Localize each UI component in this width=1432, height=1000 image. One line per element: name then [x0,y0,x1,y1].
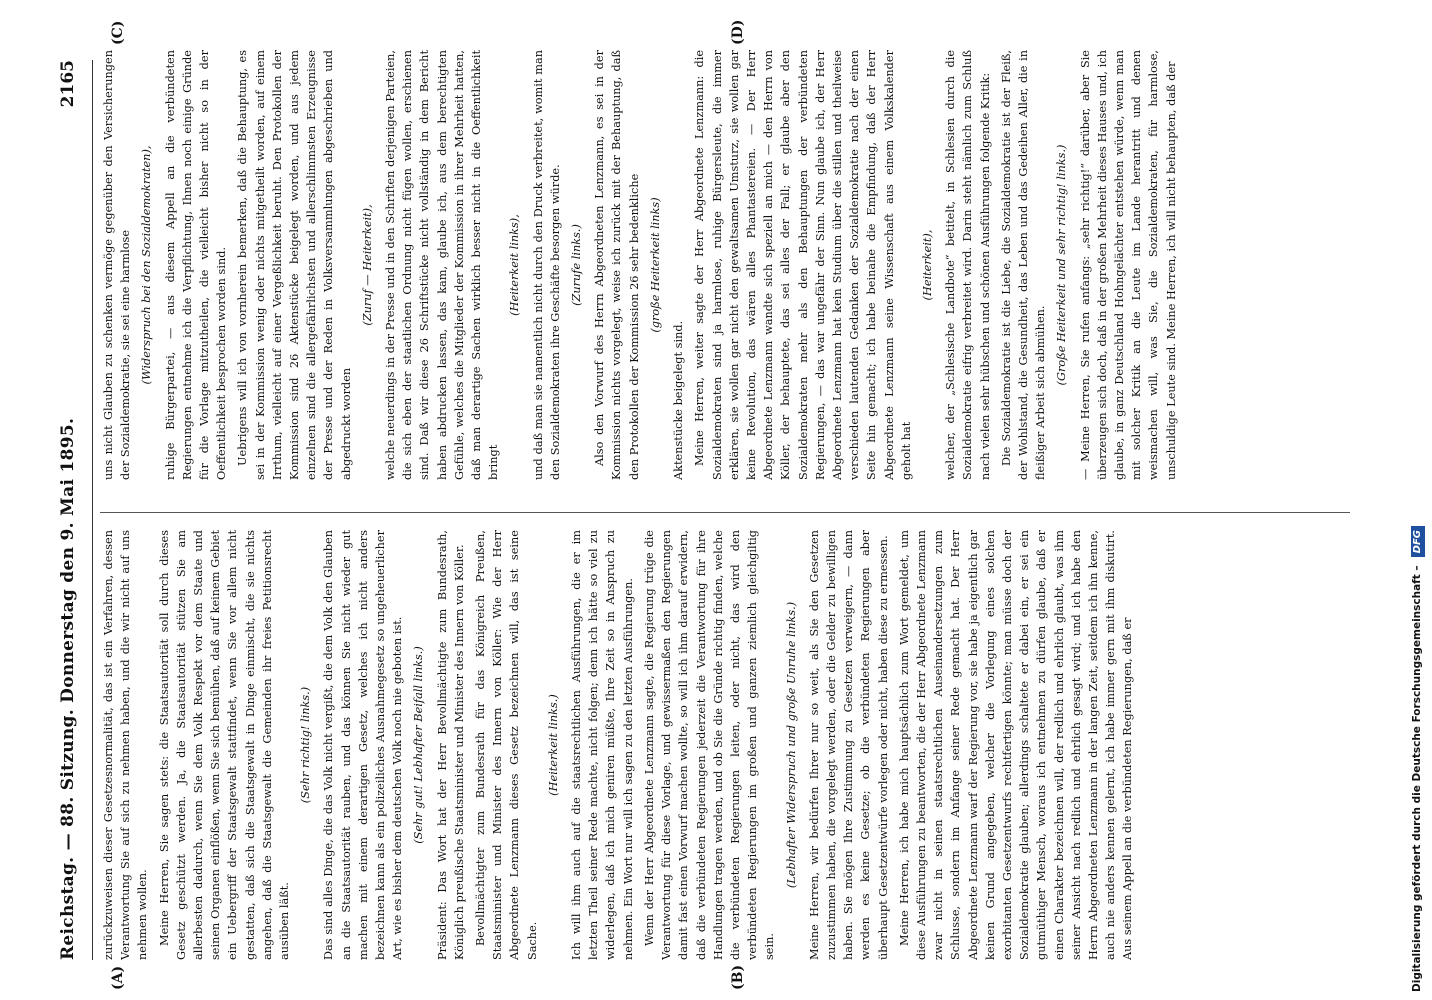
paragraph: welche neuerdings in der Presse und in den Schriften derjenigen Parteien, die sich eben der staatlichen Ordnung nicht fügen wollen, erschienen sind. Daß wir diese 26 Schriftstücke nicht vollständig in dem Bericht haben abdrucken lassen, das kam, glaube ich, aus dem berechtigten Gefühle, welches die Mitglieder der Kommission in ihrer Mehrheit hatten, daß man derartige Sachen wirklich besser nicht in die Oeffentlichkeit bringt [384,50,501,480]
paragraph: — Meine Herren, Sie rufen anfangs: „sehr richtig!“ darüber, aber Sie überzeugen sich doch, daß in der großen Mehrheit dieses Hauses und, ich glaube, in ganz Deutschland Hohngelächter entstehen würde, wenn man mit solcher Kritik an die Leute im Lande herantritt und denen weismachen will, was Sie, die Sozialdemokraten, für harmlose, unschuldige Leute sind. Meine Herren, ich will nicht behaupten, daß der [1078,50,1178,480]
interjection: (Sehr gut! Lebhafter Beifall links.) [412,646,426,844]
interjection: (Heiterkeit links.) [546,694,560,796]
interjection: (Heiterkeit), [920,229,934,301]
margin-mark-d: (D) [730,19,746,45]
paragraph: Meine Herren, wir bedürfen Ihrer nur so weit, als Sie den Gesetzen zuzustimmen haben, die vorgelegt werden, oder die Gelder zu bewilligen haben. Sie mögen Ihre Zustimmung zu Gesetzen verweigern, — dann werden es keine Gesetze; ob die verbündeten Regierungen aber überhaupt Gesetzentwürfe vorlegen oder nicht, haben diese zu ermessen. [807,530,890,960]
interjection: (Lebhafter Widerspruch und große Unruhe links.) [784,601,798,889]
digitization-note [1406,8,1428,992]
margin-mark-c: (C) [110,20,126,45]
paragraph: uns nicht Glauben zu schenken vermöge gegenüber den Versicherungen der Sozialdemokratie, sie sei eine harmlose [102,50,133,480]
page-header [58,60,90,960]
interjection: (Große Heiterkeit und sehr richtig! links.) [1055,144,1069,386]
interjection: (große Heiterkeit links) [648,197,662,333]
digitization-text: Digitalisierung gefördert durch die Deutsche Forschungsgemeinschaft – [1411,565,1423,992]
header-rule [92,60,93,960]
running-head: Reichstag. — 88. Sitzung. Donnerstag den 9. Mai 1895. [58,417,78,960]
paragraph: Ich will ihm auch auf die staatsrechtlichen Ausführungen, die er im letzten Theil seiner Rede machte, nicht folgen; denn ich hätte so viel zu widerlegen, daß ich mich geniren müßte, Ihre Zeit so in Anspruch zu nehmen. Ein Wort nur will ich sagen zu den letzten Ausführungen. [570,530,635,960]
paragraph: Meine Herren, Sie sagen stets: die Staatsautorität soll durch dieses Gesetz geschützt werden. Ja, die Staatsautorität stützen Sie am allerbesten dadurch, wenn Sie dem Volk Respekt vor dem Staate und seinen Organen einflößen, wenn Sie sich bemühen, daß auf keinem Gebiet ein Uebergriff der Staatsgewalt stattfindet, wenn Sie vor allem nicht gestatten, daß sich die Staatsgewalt in Dinge einmischt, die sie nichts angehen, daß die Staatsgewalt die Gemeinden ihr freies Petitionsrecht ausüben läßt. [157,530,292,960]
paragraph: Wenn der Herr Abgeordnete Lenzmann sagte, die Regierung trüge die Verantwortung für diese Vorlage, und gewissermaßen den Regierungen damit fast einen Vorwurf machen wollte, so will ich ihm darauf erwidern, daß die verbündeten Regierungen jederzeit die Verantwortung für ihre Handlungen tragen werden, und ob Sie die Gründe richtig finden, welche die verbündeten Regierungen leiten, oder nicht, das wird den verbündeten Regierungen im großen und ganzen ziemlich gleichgiltig sein. [642,530,777,960]
margin-mark-a: (A) [110,965,126,990]
paragraph: Meine Herren, ich habe mich hauptsächlich zum Wort gemeldet, um diese Ausführungen zu beantworten, die der Herr Abgeordnete Lenzmann zwar nicht in seinen staatsrechtlichen Auseinandersetzungen zum Schlusse, sondern im Anfange seiner Rede gemacht hat. Der Herr Abgeordnete Lenzmann warf der Regierung vor, sie habe ja eigentlich gar keinen Grund angegeben, welcher die Vorlegung eines solchen exorbitanten Gesetzentwurfs rechtfertigen könnte; man müsse doch der Sozialdemokratie glauben; allerdings schaltete er dabei ein, er sei ein gutmüthiger Mensch, woraus ich entnehmen zu dürfen glaube, daß er einen Charakter bezeichnen will, der redlich und ehrlich glaubt, was ihm seiner Ansicht nach redlich und ehrlich gesagt wird; und ich habe den Herrn Abgeordneten Lenzmann in der langen Zeit, seitdem ich ihn kenne, auch nie anders kennen gelernt, ich habe immer gern mit ihm diskutirt. Aus seinem Appell an die verbündeten Regierungen, daß er [897,530,1135,960]
right-column [100,50,1360,480]
paragraph: ruhige Bürgerpartei, — aus diesem Appell an die verbündeten Regierungen entnehme ich die Verpflichtung, Ihnen noch einige Gründe für die Vorlage mitzutheilen, die vielleicht bisher nicht so in der Oeffentlichkeit besprochen worden sind. [163,50,229,480]
paragraph: und daß man sie namentlich nicht durch den Druck verbreitet, womit man den Sozialdemokraten ihre Geschäfte besorgen würde. [531,50,562,480]
paragraph: Präsident: Das Wort hat der Herr Bevollmächtigte zum Bundesrath, Königlich preußische Staatsminister und Minister des Innern von Köller. [435,530,466,960]
paragraph: Das sind alles Dinge, die das Volk nicht vergißt, die dem Volk den Glauben an die Staatsautorität rauben, und das können Sie nicht wieder gut machen mit einem derartigen Gesetz, welches ich nicht anders bezeichnen kann als ein polizeiliches Ausnahmegesetz so ungeheuerlicher Art, wie es bisher dem deutschen Volk noch nie geboten ist. [322,530,405,960]
column-divider [100,512,1350,513]
paragraph: Bevollmächtigter zum Bundesrath für das Königreich Preußen, Staatsminister und Minister des Innern von Köller: Wie der Herr Abgeordnete Lenzmann dieses Gesetz bezeichnen will, das ist seine Sache. [474,530,539,960]
paragraph: Die Sozialdemokratie ist die Liebe, die Sozialdemokratie ist der Fleiß, der Wohlstand, die Gesundheit, das Leben und das Gedeihen Aller, die in fleißiger Arbeit sich abmühen. [999,50,1048,480]
paragraph: zurückzuweisen dieser Gesetzesnormalität, das ist ein Verfahren, dessen Verantwortung Sie auf sich zu nehmen haben, und die wir nicht auf uns nehmen wollen. [102,530,150,960]
paragraph: Also den Vorwurf des Herrn Abgeordneten Lenzmann, es sei in der Kommission nichts vorgelegt, weise ich zurück mit der Behauptung, daß den Protokollen der Kommission 26 sehr bedenkliche [593,50,641,480]
interjection: (Zurufe links.) [570,224,584,306]
interjection: (Heiterkeit links), [508,214,522,316]
margin-mark-b: (B) [730,964,746,990]
paragraph: Aktenstücke beigelegt sind. [672,320,686,480]
interjection: (Zuruf — Heiterkeit), [360,204,374,326]
paragraph: Uebrigens will ich von vornherein bemerken, daß die Behauptung, es sei in der Kommission wenig oder nichts mitgetheilt worden, auf einem Irrthum, vielleicht auf einer Vergeßlichkeit beruht. Den Protokollen der Kommission sind 26 Aktenstücke beigelegt worden, und aus jedem einzelnen sind die allergefährlichsten und allerschlimmsten Erzeugnisse der Presse und der Reden in Volksversammlungen abgeschrieben und abgedruckt worden [236,50,353,480]
dfg-logo: DFG [1411,526,1425,557]
interjection: (Widerspruch bei den Sozialdemokraten), [140,145,154,385]
paragraph: welcher, der „Schlesische Landbote“ betitelt, in Schlesien durch die Sozialdemokratie eifrig verbreitet wird. Darin steht nämlich zum Schluß nach vielen sehr hübschen und schönen Ausführungen folgende Kritik: [944,50,992,480]
page-number: 2165 [58,60,78,108]
paragraph: Meine Herren, weiter sagte der Herr Abgeordnete Lenzmann: die Sozialdemokraten sind ja harmlose, ruhige Bürgersleute, die immer erklären, sie wollen gar nicht den gewaltsamen Umsturz, sie wollen gar keine Revolution, das wären alles Phantastereien. — Der Herr Abgeordnete Lenzmann wandte sich speziell an mich — den Herrn von Köller, der behauptete, das sei alles der Fall; er glaube aber den Sozialdemokraten mehr als den Behauptungen der verbündeten Regierungen, — das war ungefähr der Sinn. Nun glaube ich, der Herr Abgeordnete Lenzmann hat kein Studium über die stillen und theilweise verschieden lautenden Gedanken der Sozialdemokratie nach der einen Seite hin gemacht; ich habe beinahe die Empfindung, daß der Herr Abgeordnete Lenzmann seine Wissenschaft aus einem Volkskalender geholt hat [693,50,913,480]
interjection: (Sehr richtig! links.) [299,686,313,804]
left-column [100,530,1360,960]
